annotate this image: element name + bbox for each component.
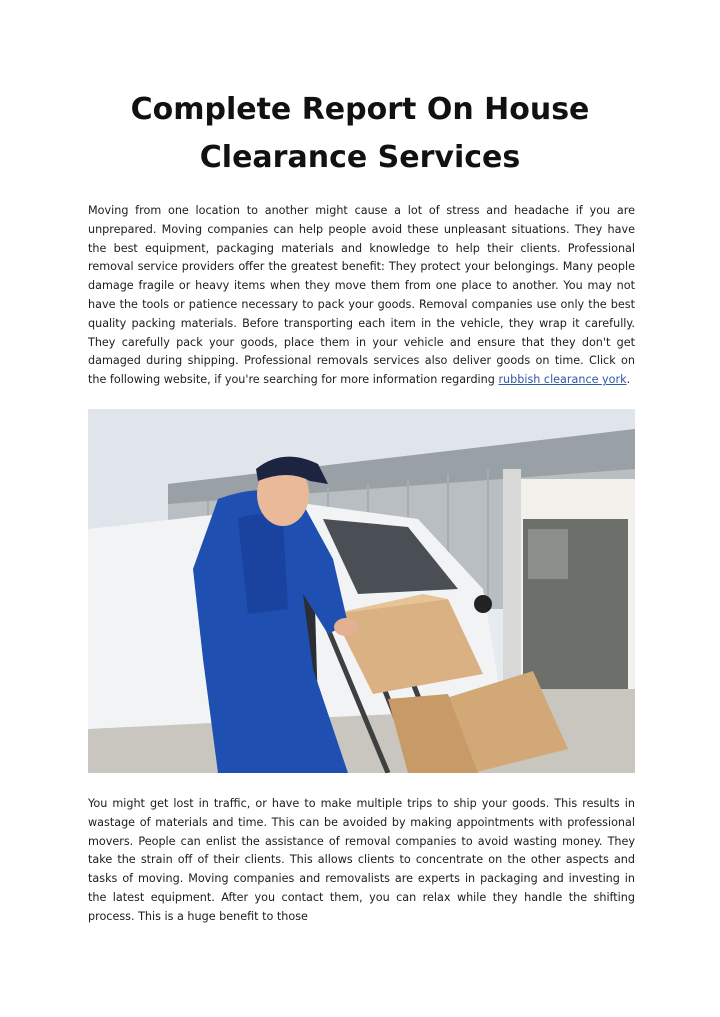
intro-paragraph-text: Moving from one location to another might cause a lot of stress and headache if you are unprepared. Moving companies can help people avoid these unpleasant situations. They have the best equipment, packaging materials and knowledge to help their clients. Professional removal service providers offer the greatest benefit: They protect your belongings. Many people damage fragile or heavy items when they move them from one place to another. You may not have the tools or patience necessary to pack your goods. Removal companies use only the best quality packing materials. Before transporting each item in the vehicle, they wrap it carefully. They carefully pack your goods, place them in your vehicle and ensure that they don't get damaged during shipping. Professional removals services also deliver goods on time. Click on the following website, if you're searching for more information regarding <box>88 204 635 387</box>
mover-photo <box>88 409 635 773</box>
bay-window <box>528 529 568 579</box>
page-title: Complete Report On House Clearance Services <box>130 92 590 175</box>
rubbish-clearance-link[interactable]: rubbish clearance york <box>498 373 627 387</box>
mover-illustration <box>88 409 635 773</box>
intro-paragraph <box>88 202 635 390</box>
second-paragraph: You might get lost in traffic, or have to make multiple trips to ship your goods. This results in wastage of materials and time. This can be avoided by making appointments with professional movers. People can enlist the assistance of removal companies to avoid wasting money. They take the strain off of their clients. This allows clients to concentrate on the other aspects and tasks of moving. Moving companies and removalists are experts in packaging and investing in the latest equipment. After you contact them, you can relax while they handle the shifting process. This is a huge benefit to those <box>88 797 635 923</box>
drainpipe <box>503 469 521 699</box>
worker-hand <box>334 618 358 636</box>
van-mirror <box>474 595 492 613</box>
link-trailing-period: . <box>626 373 631 387</box>
